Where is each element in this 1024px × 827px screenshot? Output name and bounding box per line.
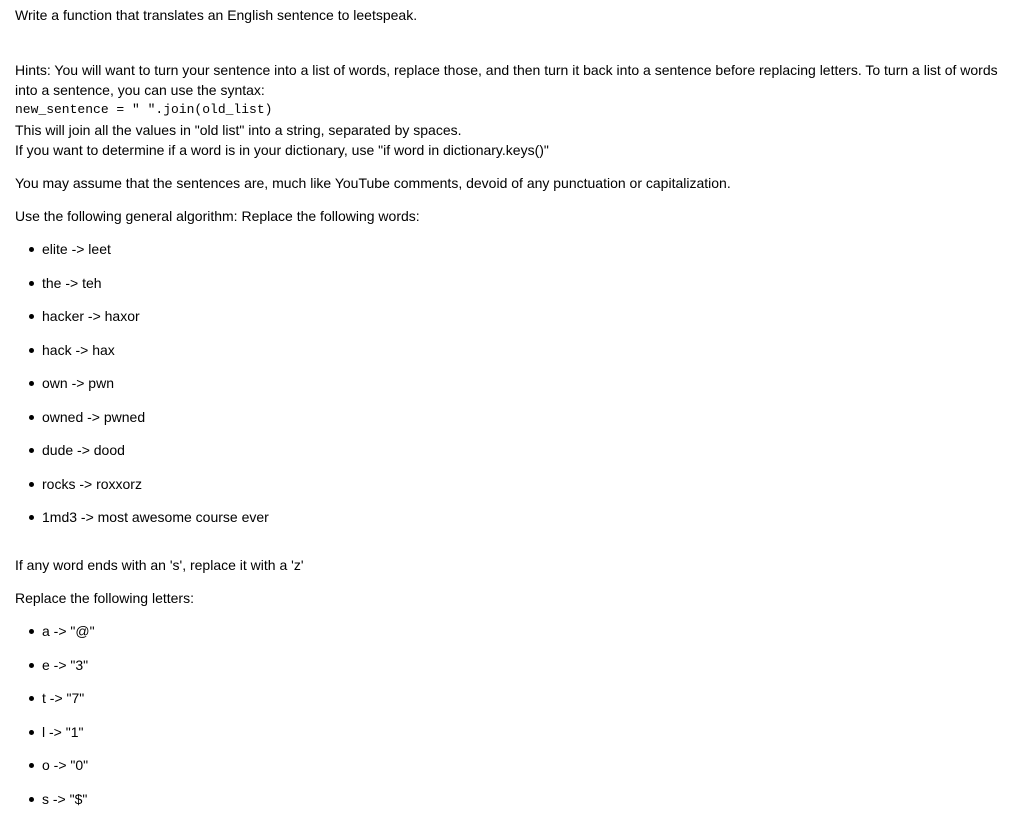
dictionary-note: If you want to determine if a word is in your dictionary, use "if word in dictionary.keys()" bbox=[15, 142, 549, 158]
list-item: own -> pwn bbox=[15, 373, 1014, 393]
algorithm-intro: Use the following general algorithm: Replace the following words: bbox=[15, 208, 420, 224]
list-item: owned -> pwned bbox=[15, 407, 1014, 427]
code-snippet: new_sentence = " ".join(old_list) bbox=[15, 102, 273, 117]
list-item: hacker -> haxor bbox=[15, 306, 1014, 326]
list-item: t -> "7" bbox=[15, 688, 1014, 708]
list-item: a -> "@" bbox=[15, 621, 1014, 641]
letters-intro: Replace the following letters: bbox=[15, 590, 194, 606]
list-item: o -> "0" bbox=[15, 755, 1014, 775]
hints-intro: Hints: You will want to turn your sentence into a list of words, replace those, and then turn it back into a sentence before replacing letters. To turn a list of words into a sentence, you can use the syntax: bbox=[15, 62, 998, 98]
assumption-text: You may assume that the sentences are, much like YouTube comments, devoid of any punctuation or capitalization. bbox=[15, 175, 731, 191]
problem-statement bbox=[15, 5, 1014, 809]
list-item: e -> "3" bbox=[15, 655, 1014, 675]
list-item: dude -> dood bbox=[15, 440, 1014, 460]
list-item: the -> teh bbox=[15, 273, 1014, 293]
list-item: elite -> leet bbox=[15, 239, 1014, 259]
join-note: This will join all the values in "old list" into a string, separated by spaces. bbox=[15, 122, 462, 138]
ends-with-s-rule: If any word ends with an 's', replace it with a 'z' bbox=[15, 557, 304, 573]
list-item: l -> "1" bbox=[15, 722, 1014, 742]
problem-title: Write a function that translates an English sentence to leetspeak. bbox=[15, 7, 418, 23]
list-item: 1md3 -> most awesome course ever bbox=[15, 507, 1014, 527]
letter-replacement-list bbox=[15, 621, 1014, 809]
list-item: hack -> hax bbox=[15, 340, 1014, 360]
list-item: s -> "$" bbox=[15, 789, 1014, 809]
word-replacement-list bbox=[15, 239, 1014, 527]
list-item: rocks -> roxxorz bbox=[15, 474, 1014, 494]
